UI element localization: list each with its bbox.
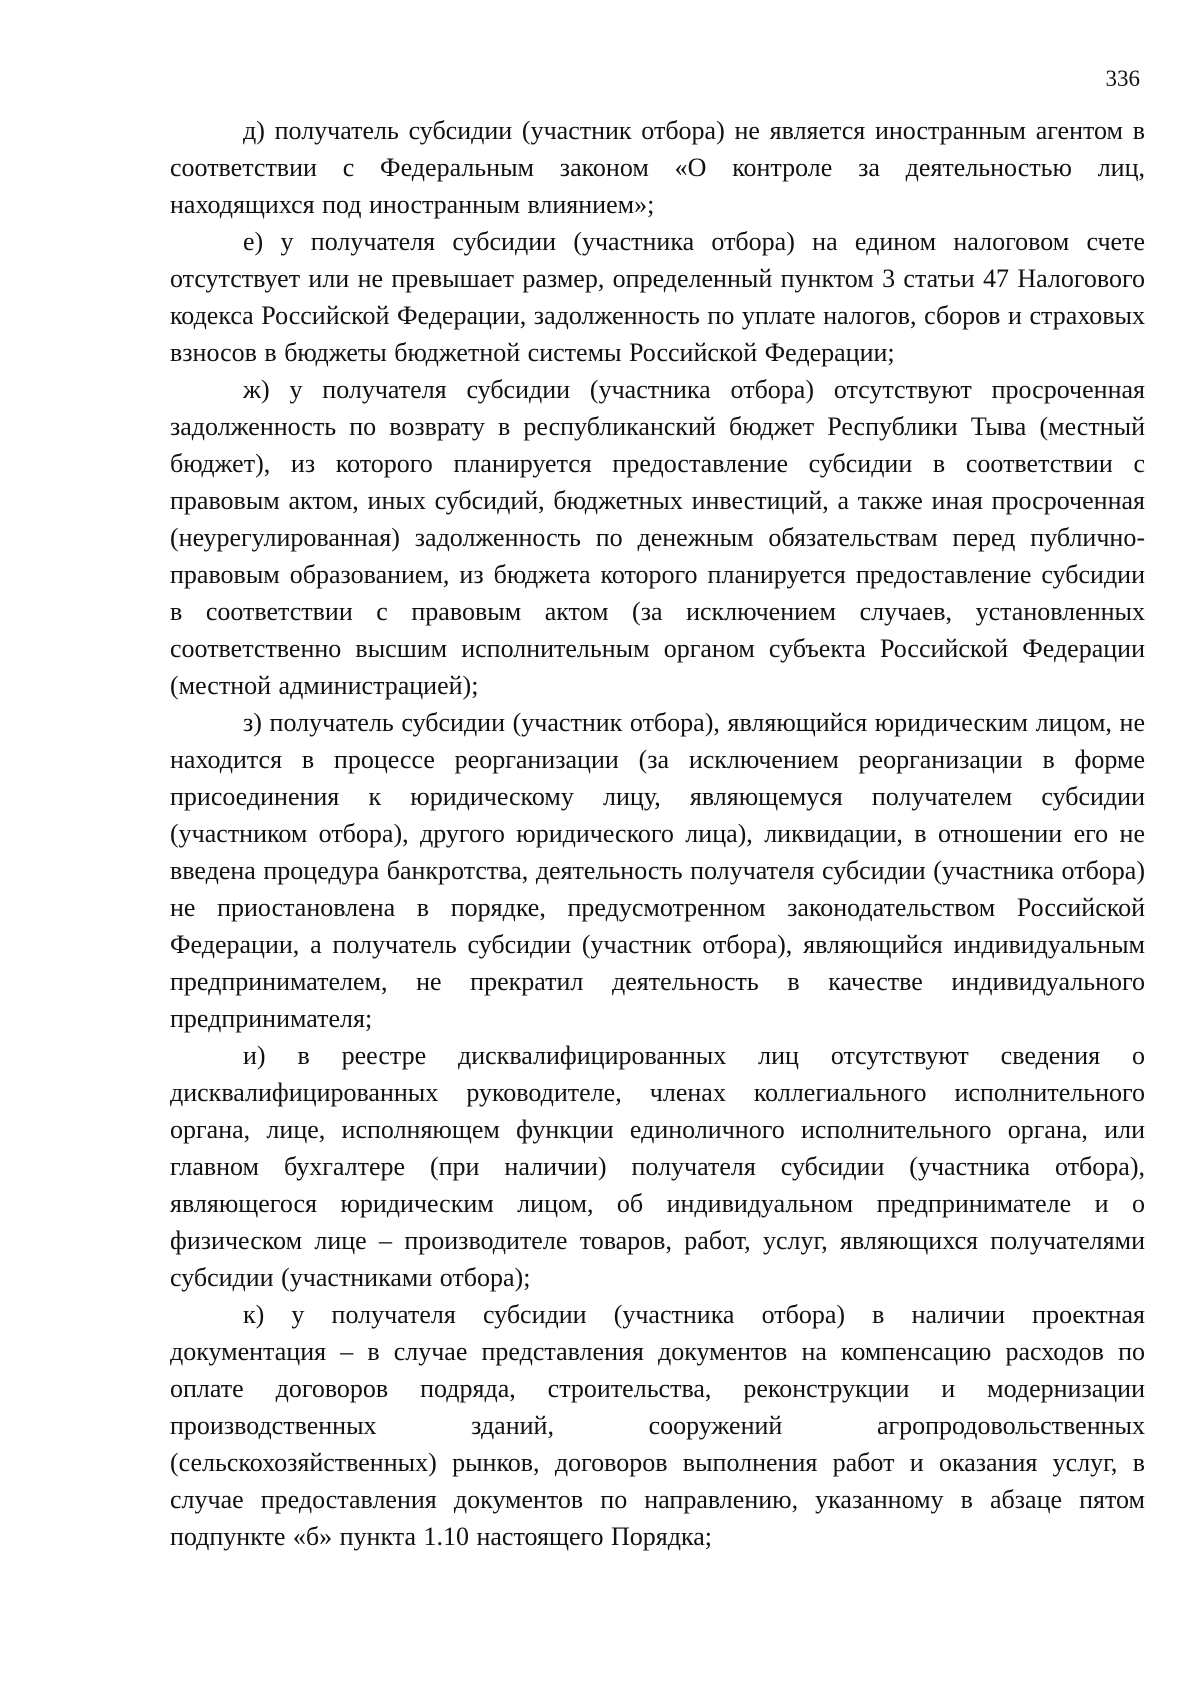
paragraph-d: д) получатель субсидии (участник отбора) не является иностранным агентом в соответствии с Федеральным законом «О контроле за деятельностью лиц, находящихся под иностранным влиянием»;	[170, 116, 1145, 219]
page-number: 336	[1105, 66, 1140, 91]
paragraph-e: е) у получателя субсидии (участника отбора) на едином налоговом счете отсутствует или не превышает размер, определенный пунктом 3 статьи 47 Налогового кодекса Российской Федерации, задолженность по уплате налогов, сборов и страховых взносов в бюджеты бюджетной системы Российской Федерации;	[170, 227, 1145, 367]
paragraph-i: и) в реестре дисквалифицированных лиц отсутствуют сведения о дисквалифицированных руководителе, членах коллегиального исполнительного органа, лице, исполняющем функции единоличного исполнительного органа, или главном бухгалтере (при наличии) получателя субсидии (участника отбора), являющегося юридическим лицом, об индивидуальном предпринимателе и о физическом лице – производителе товаров, работ, услуг, являющихся получателями субсидии (участниками отбора);	[170, 1041, 1145, 1292]
paragraph-k: к) у получателя субсидии (участника отбора) в наличии проектная документация – в случае представления документов на компенсацию расходов по оплате договоров подряда, строительства, реконструкции и модернизации производственных зданий, сооружений агропродовольственных (сельскохозяйственных) рынков, договоров выполнения работ и оказания услуг, в случае предоставления документов по направлению, указанному в абзаце пятом подпункте «б» пункта 1.10 настоящего Порядка;	[170, 1300, 1145, 1551]
document-body	[170, 112, 1145, 1555]
paragraph-z: з) получатель субсидии (участник отбора), являющийся юридическим лицом, не находится в процессе реорганизации (за исключением реорганизации в форме присоединения к юридическому лицу, являющемуся получателем субсидии (участником отбора), другого юридического лица), ликвидации, в отношении его не введена процедура банкротства, деятельность получателя субсидии (участника отбора) не приостановлена в порядке, предусмотренном законодательством Российской Федерации, а получатель субсидии (участник отбора), являющийся индивидуальным предпринимателем, не прекратил деятельность в качестве индивидуального предпринимателя;	[170, 708, 1145, 1033]
paragraph-zh: ж) у получателя субсидии (участника отбора) отсутствуют просроченная задолженность по возврату в республиканский бюджет Республики Тыва (местный бюджет), из которого планируется предоставление субсидии в соответствии с правовым актом, иных субсидий, бюджетных инвестиций, а также иная просроченная (неурегулированная) задолженность по денежным обязательствам перед публично-правовым образованием, из бюджета которого планируется предоставление субсидии в соответствии с правовым актом (за исключением случаев, установленных соответственно высшим исполнительным органом субъекта Российской Федерации (местной администрацией);	[170, 375, 1145, 700]
